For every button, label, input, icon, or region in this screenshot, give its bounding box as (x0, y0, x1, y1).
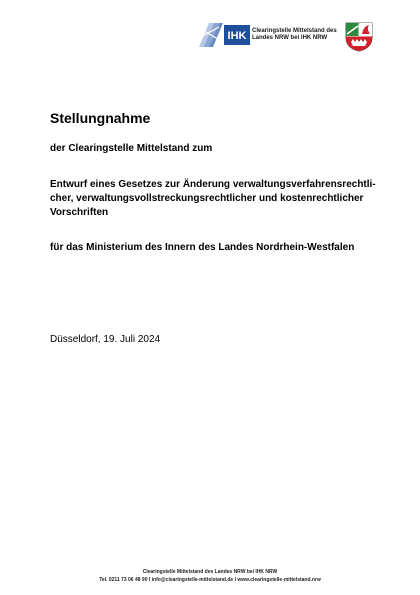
org-name-line2: Landes NRW bei IHK NRW (252, 35, 328, 41)
document-date: Düsseldorf, 19. Juli 2024 (50, 334, 161, 345)
org-name (252, 28, 337, 42)
subject-line: Entwurf eines Gesetzes zur Änderung verwaltungsverfahrensrechtli- (50, 179, 376, 190)
subject-line: Vorschriften (50, 207, 109, 218)
nrw-coat-of-arms-icon (345, 22, 373, 52)
document-subject (50, 178, 380, 220)
document-subtitle: der Clearingstelle Mittelstand zum (50, 143, 213, 154)
org-name-line1: Clearingstelle Mittelstand des (252, 28, 337, 34)
footer-contact: Tel. 0211 73 06 48 90 I info@clearingstelle-mittelstand.de I www.clearingstelle-mittelstand.nrw (99, 577, 321, 583)
document-recipient: für das Ministerium des Innern des Landes Nordrhein-Westfalen (50, 242, 355, 253)
document-title: Stellungnahme (50, 110, 151, 126)
footer-org: Clearingstelle Mittelstand des Landes NRW bei IHK NRW (142, 569, 278, 575)
ihk-logo-icon (199, 23, 251, 47)
ihk-logo-text: IHK (227, 30, 247, 42)
subject-line: cher, verwaltungsvollstreckungsrechtlicher und kostenrechtlicher (50, 193, 364, 204)
